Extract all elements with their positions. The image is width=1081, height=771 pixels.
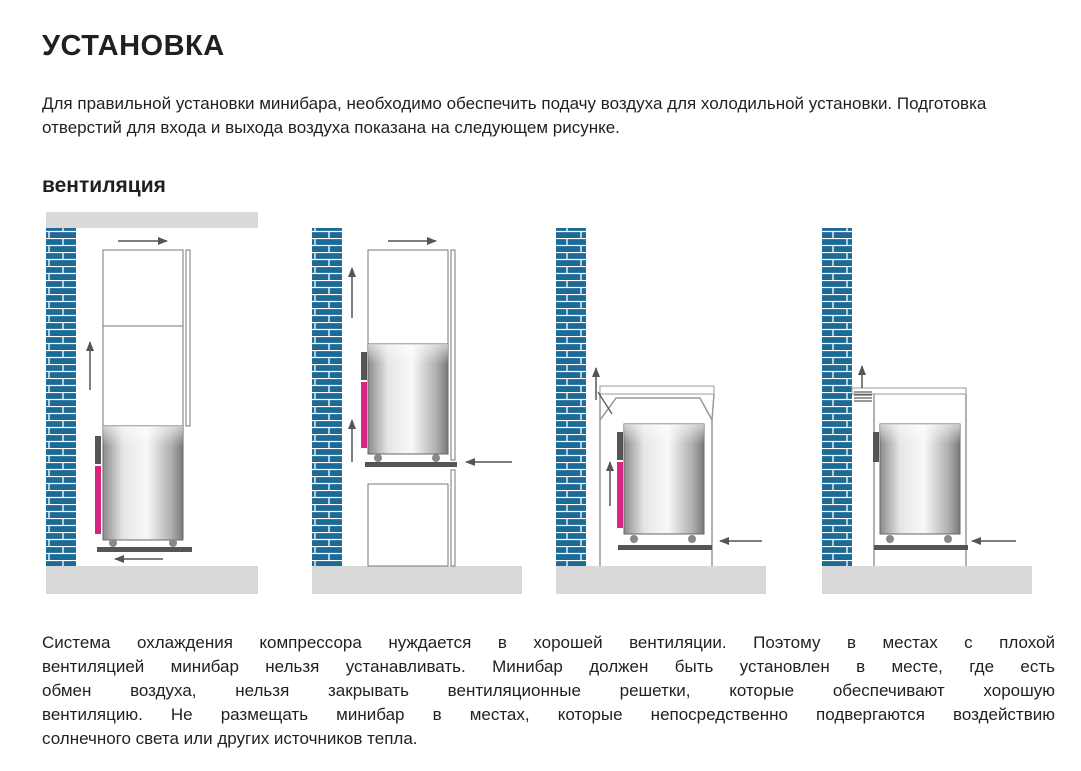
- lower-cabinet: [368, 484, 448, 566]
- compressor-vent: [95, 436, 101, 464]
- figure-column-with-top-outlet: [46, 212, 258, 594]
- upper-cabinet: [368, 250, 448, 344]
- ventilation-diagrams: [0, 205, 1081, 605]
- brick-wall: [556, 228, 586, 566]
- page-title: УСТАНОВКА: [42, 30, 225, 62]
- paragraph-line: Система охлаждения компрессора нуждается в хорошей вентиляции. Поэтому в местах с плохой: [42, 633, 1055, 652]
- paragraph-line: вентиляцией минибар нельзя устанавливать. Минибар должен быть установлен в месте, где есть: [42, 657, 1055, 676]
- compressor-vent: [873, 432, 879, 462]
- paragraph-line: солнечного света или других источников тепла.: [42, 729, 418, 748]
- figure-under-counter-top-grille: [822, 228, 1032, 594]
- brick-wall: [822, 228, 852, 566]
- ceiling: [46, 212, 258, 228]
- paragraph-line: обмен воздуха, нельзя закрывать вентиляционные решетки, которые обеспечивают хорошую: [42, 681, 1055, 700]
- brick-wall: [312, 228, 342, 566]
- shelf: [618, 545, 712, 550]
- figure-under-counter-vent-pipe: [556, 228, 766, 594]
- figure-stacked-on-cabinet: [312, 228, 522, 594]
- cabinet-door: [451, 250, 455, 460]
- cabinet-door: [186, 250, 190, 426]
- countertop: [600, 386, 714, 394]
- shelf: [874, 545, 968, 550]
- compressor-vent: [361, 352, 367, 380]
- minibar-door: [617, 462, 623, 528]
- minibar-door: [361, 382, 367, 448]
- floor: [556, 566, 766, 594]
- section-subtitle: вентиляция: [42, 174, 166, 197]
- floor: [822, 566, 1032, 594]
- shelf: [365, 462, 457, 467]
- floor: [312, 566, 522, 594]
- compressor-vent: [617, 432, 623, 460]
- minibar-door: [95, 466, 101, 534]
- countertop: [852, 388, 966, 394]
- cabinet: [103, 250, 183, 426]
- intro-paragraph: Для правильной установки минибара, необходимо обеспечить подачу воздуха для холодильной установки. Подготовка отверстий для входа и выхода воздуха показана на следующем рисунке.: [42, 94, 987, 137]
- brick-wall: [46, 228, 76, 566]
- ventilation-paragraph: [42, 631, 1055, 751]
- paragraph-line: вентиляцию. Не размещать минибар в местах, которые непосредственно подвергаются воздействию: [42, 705, 1055, 724]
- floor: [46, 566, 258, 594]
